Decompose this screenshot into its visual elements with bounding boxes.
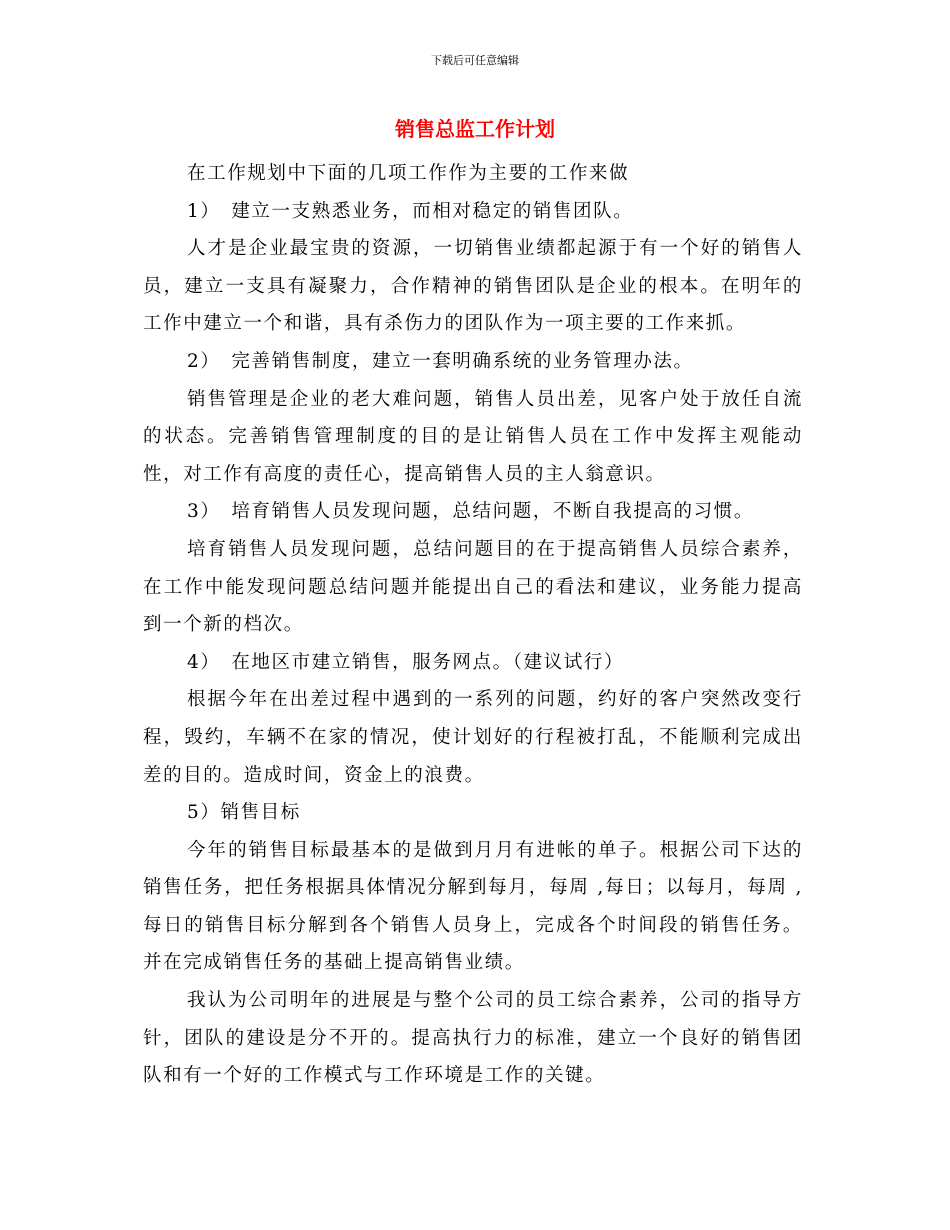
intro-paragraph: 在工作规划中下面的几项工作作为主要的工作来做 [187, 163, 630, 184]
document-title: 销售总监工作计划 [395, 117, 555, 141]
page-header: 下载后可任意编辑 [431, 54, 519, 67]
item-4-paragraph: 根据今年在出差过程中遇到的一系列的问题，约好的客户突然改变行程，毁约，车辆不在家的情况，使计划好的行程被打乱，不能顺利完成出差的目的。造成时间，资金上的浪费。 [143, 689, 803, 786]
item-1-heading: 1） 建立一支熟悉业务，而相对稳定的销售团队。 [187, 200, 634, 222]
item-4-heading: 4） 在地区市建立销售，服务网点。（建议试行） [187, 651, 625, 673]
document-body [143, 155, 803, 1095]
item-3-paragraph: 培育销售人员发现问题，总结问题目的在于提高销售人员综合素养，在工作中能发现问题总结问题并能提出自己的看法和建议，业务能力提高到一个新的档次。 [143, 538, 803, 636]
item-3-heading: 3） 培育销售人员发现问题，总结问题，不断自我提高的习惯。 [187, 501, 754, 523]
item-5-paragraph: 今年的销售目标最基本的是做到月月有进帐的单子。根据公司下达的销售任务，把任务根据具体情况分解到每月，每周 ,每日；以每月，每周 ,每日的销售目标分解到各个销售人员身上，完成各个时间段的销售任务。并在完成销售任务的基础上提高销售业绩。 [143, 839, 803, 974]
item-5-heading: 5）销售目标 [187, 802, 301, 824]
conclusion-paragraph: 我认为公司明年的进展是与整个公司的员工综合素养，公司的指导方针，团队的建设是分不开的。提高执行力的标准，建立一个良好的销售团队和有一个好的工作模式与工作环境是工作的关键。 [143, 990, 803, 1087]
item-2-paragraph: 销售管理是企业的老大难问题，销售人员出差，见客户处于放任自流的状态。完善销售管理制度的目的是让销售人员在工作中发挥主观能动性，对工作有高度的责任心，提高销售人员的主人翁意识。 [143, 388, 803, 485]
item-2-heading: 2） 完善销售制度，建立一套明确系统的业务管理办法。 [187, 350, 694, 372]
item-1-paragraph: 人才是企业最宝贵的资源，一切销售业绩都起源于有一个好的销售人员，建立一支具有凝聚力，合作精神的销售团队是企业的根本。在明年的工作中建立一个和谐，具有杀伤力的团队作为一项主要的工作来抓。 [143, 238, 803, 335]
